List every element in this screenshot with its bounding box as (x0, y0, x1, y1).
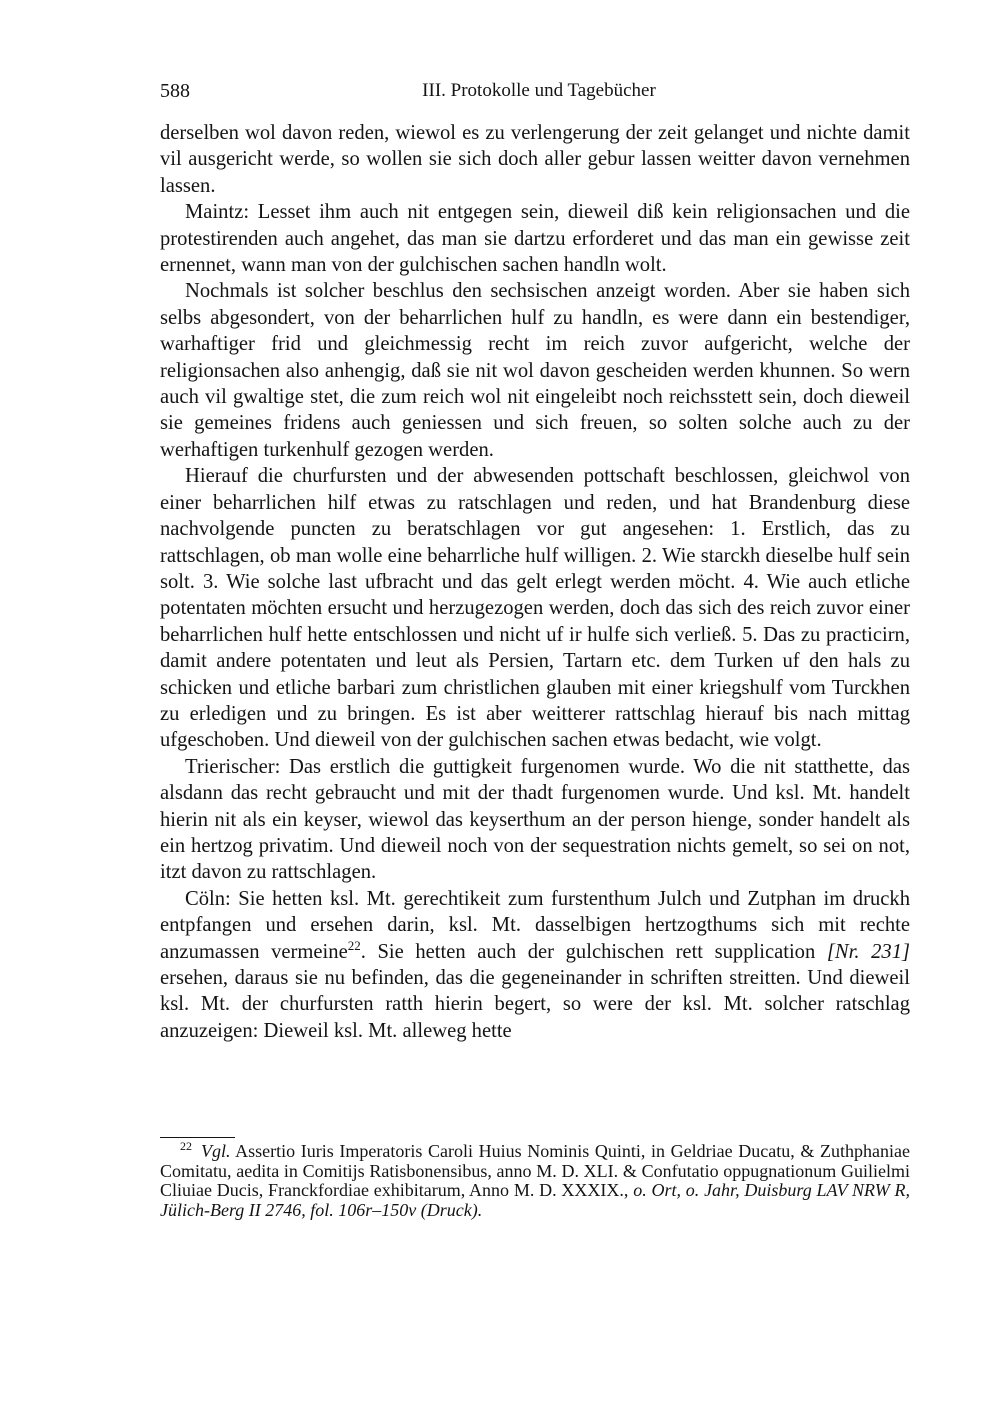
footnote-number: 22 (180, 1139, 192, 1153)
footnote-reference: 22 (347, 937, 361, 953)
footnote-divider (160, 1137, 235, 1138)
page-header (160, 80, 910, 106)
paragraph (160, 886, 910, 1044)
running-head: III. Protokolle und Tagebücher (422, 80, 656, 101)
paragraph-text: . Sie hetten auch der gulchischen rett supplication (360, 940, 827, 963)
footnote-vgl: Vgl. (201, 1141, 231, 1161)
body-text (160, 120, 910, 1044)
footnote-text: Assertio Iuris Imperatoris Caroli Huius Nominis Quinti, in Geldriae Ducatu, & Zuthphaniae Comitatu, aedita in Comitijs Ratisbonensibus, anno M. D. XLI. & Confutatio oppugnationum Guilielmi Cliuiae Ducis, Franckfordiae exhibitarum, Anno M. D. XXXIX., (160, 1141, 910, 1200)
footnotes (160, 1139, 910, 1220)
paragraph-text: Cöln: Sie hetten ksl. Mt. gerechtikeit zum furstenthum Julch und Zutphan im druckh entpfangen und ersehen darin, ksl. Mt. dasselbigen hertzogthums sich mit rechte anzumassen vermeine (160, 887, 910, 963)
paragraph: Hierauf die churfursten und der abwesenden pottschaft beschlossen, gleichwol von einer beharrlichen hilf etwas zu ratschlagen und reden, und hat Brandenburg diese nachvolgende puncten zu beratschlagen vor gut angesehen: 1. Erstlich, das zu rattschlagen, ob man wolle eine beharrliche hulf willigen. 2. Wie starckh dieselbe hulf sein solt. 3. Wie solche last ufbracht und das gelt erlegt werden möcht. 4. Wie auch etliche potentaten möchten ersucht und herzugezogen werden, doch das sich des reich zuvor einer beharrlichen hulf hette entschlossen und nicht uf ir hulfe sich verließ. 5. Das zu practicirn, damit andere potentaten und leut als Persien, Tartarn etc. dem Turken uf den hals zu schicken und etliche barbari zum christlichen glauben mit einer kriegshulf vom Turckhen zu erledigen und zu bringen. Es ist aber weitterer rattschlag hierauf bis nach mittag ufgeschoben. Und dieweil von der gulchischen sachen etwas bedacht, wie volgt. (160, 465, 910, 752)
paragraph: Maintz: Lesset ihm auch nit entgegen sein, dieweil diß kein religionsachen und die protestirenden auch angehet, das man sie dartzu erforderet und das man ein gewisse zeit ernennet, wann man von der gulchischen sachen handln wolt. (160, 201, 910, 277)
paragraph: Trierischer: Das erstlich die guttigkeit furgenomen wurde. Wo die nit statthette, das alsdann das recht gebraucht und mit der thadt furgenomen wurde. Und ksl. Mt. handelt hierin nit als ein keyser, wiewol das keyserthum an der person hienge, sonder handelt als ein hertzog privatim. Und dieweil noch von der sequestration nichts gemelt, so sei on not, itzt davon zu rattschlagen. (160, 755, 910, 884)
footnote-source: o. Ort, o. Jahr, Duisburg LAV NRW R, Jülich-Berg II 2746, fol. 106r–150v (Druck). (160, 1180, 910, 1220)
paragraph: Nochmals ist solcher beschlus den sechsischen anzeigt worden. Aber sie haben sich selbs abgesondert, von der beharrlichen hulf zu handln, es were dann ein bestendiger, warhaftiger frid und gleichmessig recht im reich zuvor aufgericht, welche der religionsachen also anhengig, daß sie nit wol davon gescheiden werden khunnen. So wern auch vil gwaltige stet, die zum reich wol nit eingeleibt noch reichsstett sein, doch dieweil sie gemeines fridens auch geniessen und sich freuen, so solten solche auch zu der werhaftigen turkenhulf gezogen werden. (160, 280, 910, 461)
cross-reference: [Nr. 231] (826, 940, 911, 963)
page-number: 588 (160, 80, 190, 102)
paragraph-text: ersehen, daraus sie nu befinden, das die gegeneinander in schriften streitten. Und dieweil ksl. Mt. der churfursten ratth hierin begert, so were der ksl. Mt. solcher ratschlag anzuzeigen: Dieweil ksl. Mt. alleweg hette (160, 967, 910, 1042)
footnote (160, 1139, 910, 1220)
paragraph: derselben wol davon reden, wiewol es zu verlengerung der zeit gelanget und nichte damit vil ausgericht werde, so wollen sie sich doch aller gebur lassen weitter davon vernehmen lassen. (160, 122, 910, 197)
